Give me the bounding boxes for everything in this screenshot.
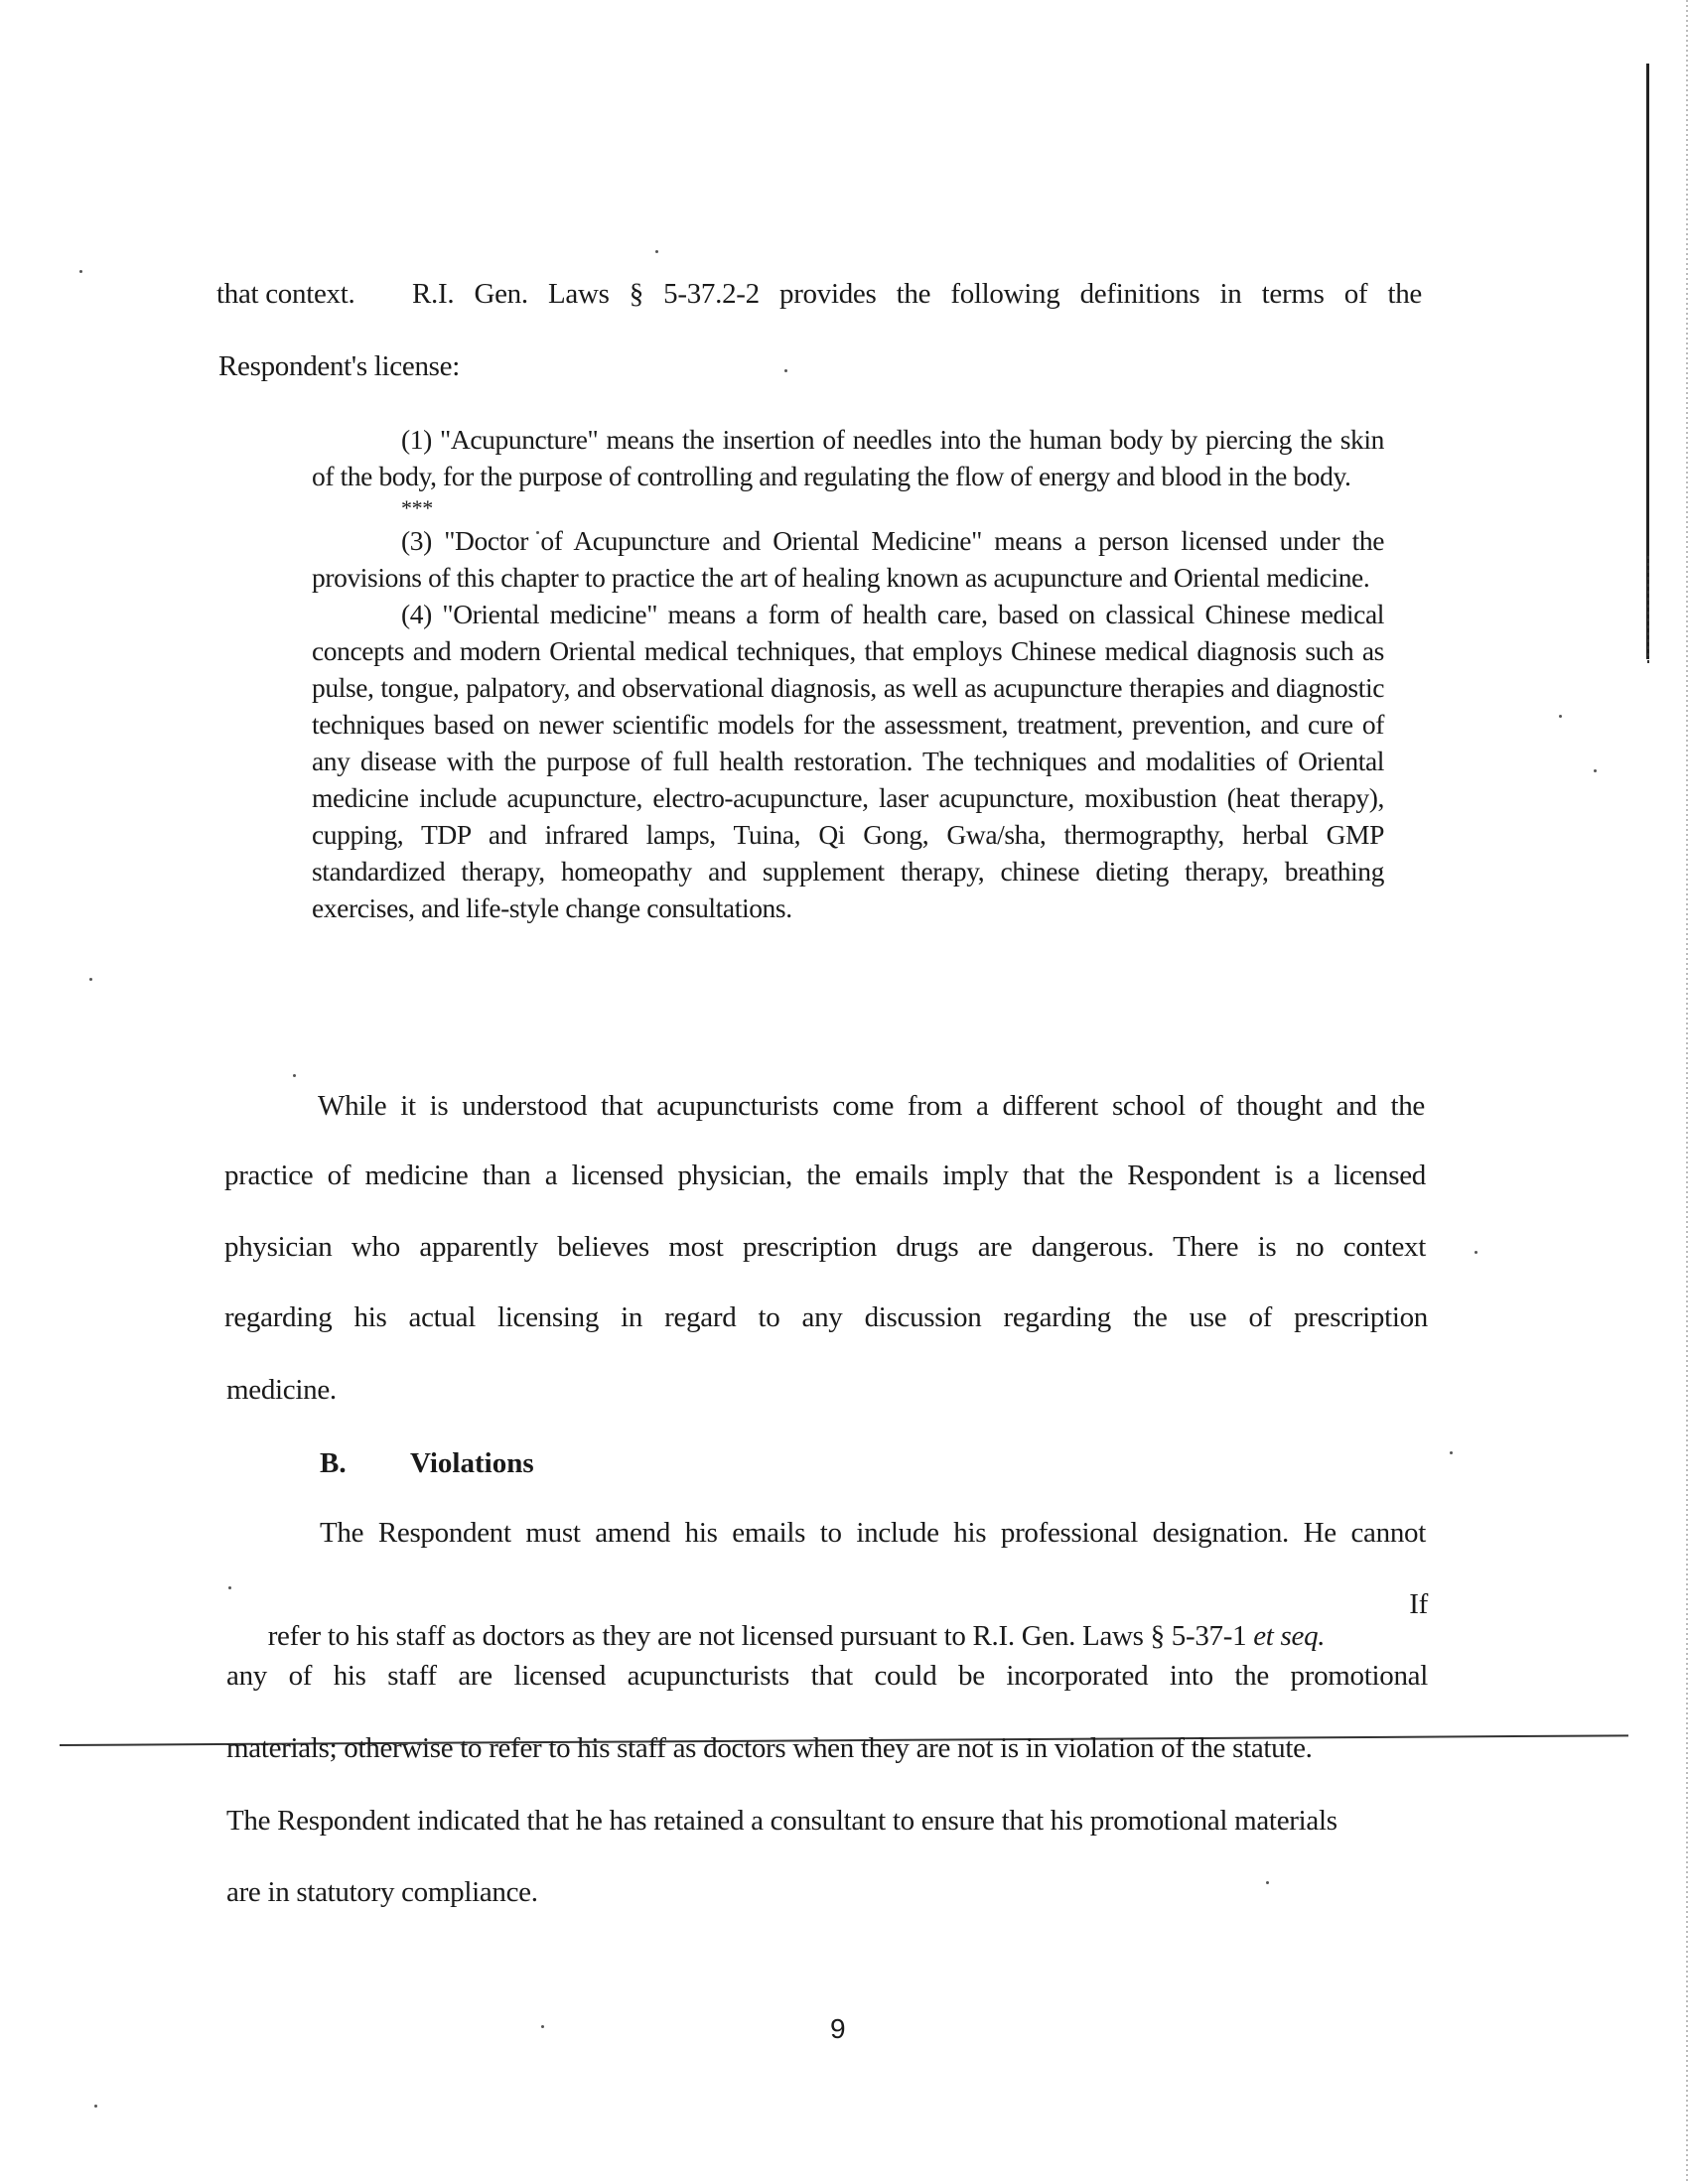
- scan-speck: [94, 2105, 97, 2108]
- definition-oriental-medicine: (4) "Oriental medicine" means a form of health care, based on classical Chinese medical concepts and modern Oriental medical techniques, that employs Chinese medical diagnosis such as pulse, tongue, palpatory, and observational diagnosis, as well as acupuncture therapies and diagnostic techniques based on newer scientific models for the assessment, treatment, prevention, and cure of any disease with the purpose of full health restoration. The techniques and modalities of Oriental medicine include acupuncture, electro-acupuncture, laser acupuncture, moxibustion (heat therapy), cupping, TDP and infrared lamps, Tuina, Qi Gong, Gwa/sha, thermograpthy, herbal GMP standardized therapy, homeopathy and supplement therapy, chinese dieting therapy, breathing exercises, and life-style change consultations.: [312, 599, 1384, 923]
- section-title: Violations: [410, 1447, 534, 1479]
- violations-line-3: any of his staff are licensed acupuncturists that could be incorporated into the promotional: [226, 1660, 1428, 1692]
- analysis-line-2: practice of medicine than a licensed physician, the emails imply that the Respondent is a licensed: [224, 1160, 1426, 1191]
- analysis-line-4: regarding his actual licensing in regard to any discussion regarding the use of prescription: [224, 1301, 1428, 1333]
- scan-speck: [655, 250, 658, 253]
- scan-speck: [79, 270, 82, 273]
- citation-et-seq: et seq.: [1253, 1620, 1326, 1652]
- scan-speck: [293, 1074, 296, 1077]
- scan-speck: [1594, 769, 1597, 772]
- violations-line-1: The Respondent must amend his emails to include his professional designation. He cannot: [320, 1517, 1426, 1549]
- violations-line-6: are in statutory compliance.: [226, 1876, 538, 1908]
- intro-line-1-right: R.I. Gen. Laws § 5-37.2-2 provides the following definitions in terms of the: [412, 278, 1422, 310]
- definition-acupuncture: (1) "Acupuncture" means the insertion of needles into the human body by piercing the skin of the body, for the purpose of controlling and regulating the flow of energy and blood in the body.: [312, 424, 1384, 491]
- violations-line-2-end: If: [1409, 1588, 1428, 1620]
- definition-doctor-of-acupuncture: (3) "Doctor of Acupuncture and Oriental Medicine" means a person licensed under the provisions of this chapter to practice the art of healing known as acupuncture and Oriental medicine.: [312, 525, 1384, 593]
- scan-speck: [89, 978, 92, 981]
- statute-block-quote: [312, 421, 1384, 926]
- omission-marker: ***: [401, 495, 433, 520]
- scan-speck: [1450, 1451, 1453, 1454]
- scan-artifact-vertical-dots: [1647, 556, 1649, 665]
- violations-line-2-text: refer to his staff as doctors as they are not licensed pursuant to R.I. Gen. Laws § 5-37-1: [267, 1620, 1254, 1652]
- scan-speck: [1559, 715, 1562, 718]
- analysis-line-5: medicine.: [226, 1374, 337, 1406]
- intro-line-2: Respondent's license:: [218, 350, 460, 382]
- scan-speck: [1266, 1881, 1269, 1884]
- analysis-line-3: physician who apparently believes most prescription drugs are dangerous. There is no context: [224, 1231, 1426, 1263]
- scan-speck: [541, 2025, 544, 2028]
- violations-line-5: The Respondent indicated that he has retained a consultant to ensure that his promotional materials: [226, 1805, 1337, 1837]
- page-number: 9: [830, 2013, 846, 2044]
- section-letter: B.: [320, 1447, 347, 1479]
- analysis-line-1: While it is understood that acupuncturists come from a different school of thought and the: [318, 1090, 1425, 1122]
- violations-line-4: materials; otherwise to refer to his staff as doctors when they are not is in violation of the statute.: [226, 1732, 1313, 1764]
- scan-speck: [784, 369, 787, 372]
- intro-line-1-left: that context.: [216, 278, 355, 310]
- scan-speck: [1475, 1251, 1477, 1254]
